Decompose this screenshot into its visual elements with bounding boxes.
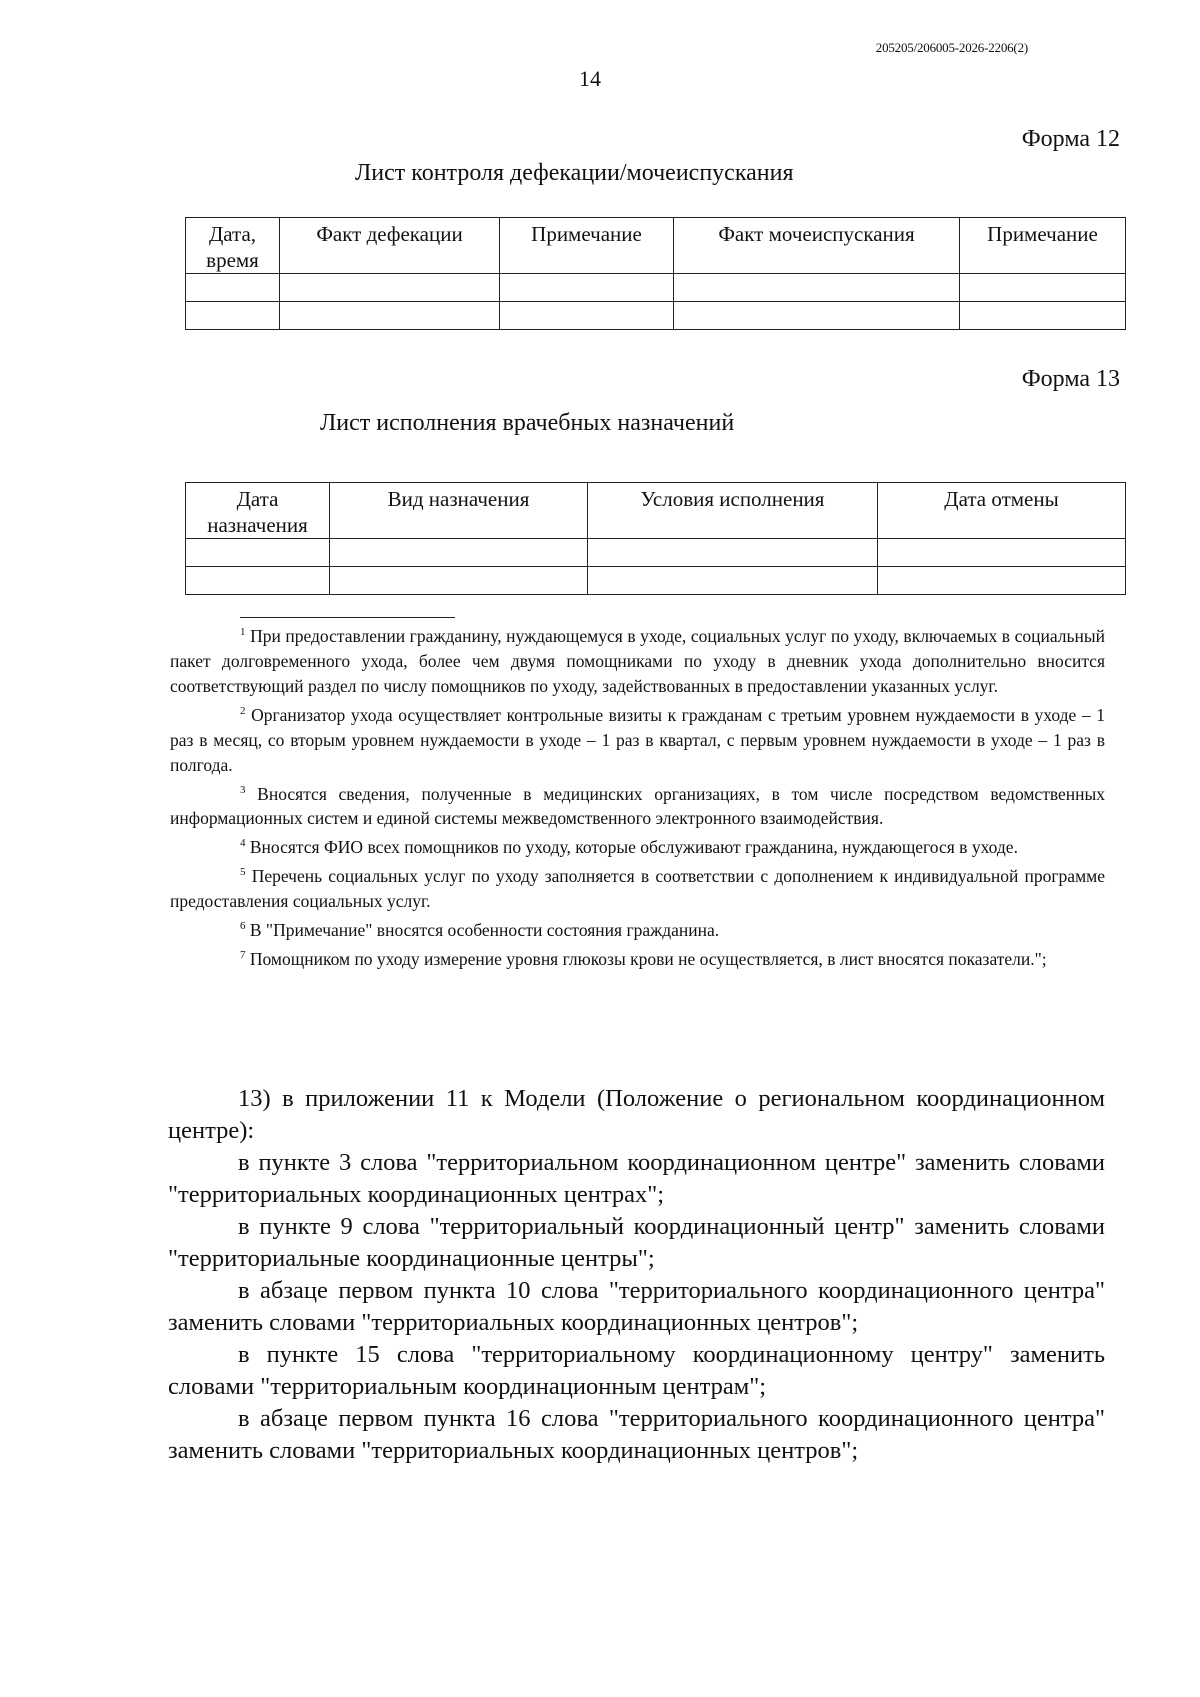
page-number: 14: [579, 66, 601, 91]
footnote-text: В "Примечание" вносятся особенности состояния гражданина.: [249, 919, 720, 940]
column-header: Дата, время: [186, 218, 280, 274]
table-cell: [674, 274, 960, 302]
footnote: [170, 620, 1105, 699]
form12-label: Форма 12: [1021, 126, 1120, 152]
table-header-row: [186, 483, 1126, 539]
table-cell: [330, 539, 588, 567]
table-header-row: [186, 218, 1126, 274]
footnote-number: 3: [240, 783, 246, 796]
body-paragraph: в пункте 9 слова "территориальный координационный центр" заменить словами "территориальные координационные центры";: [168, 1213, 1105, 1272]
footnote-number: 2: [240, 704, 246, 717]
table-cell: [186, 539, 330, 567]
footnote-text: Организатор ухода осуществляет контрольные визиты к гражданам с третьим уровнем нуждаемости в уходе – 1 раз в месяц, со вторым уровнем нуждаемости в уходе – 1 раз в квартал, с первым уровнем нуждаемости в уходе – 1 раз в полгода.: [170, 704, 1105, 775]
body-paragraph: в пункте 3 слова "территориальном координационном центре" заменить словами "территориальных координационных центрах";: [168, 1149, 1105, 1208]
table-row: [186, 302, 1126, 330]
footnote-number: 4: [240, 837, 246, 850]
table-cell: [878, 539, 1126, 567]
footnote-number: 1: [240, 626, 246, 638]
table-row: [186, 539, 1126, 567]
column-header: Дата отмены: [878, 483, 1126, 539]
table-cell: [878, 567, 1126, 595]
column-header: Факт мочеиспускания: [674, 218, 960, 274]
table-cell: [960, 274, 1126, 302]
body-paragraph: 13) в приложении 11 к Модели (Положение о региональном координационном центре):: [168, 1085, 1105, 1144]
column-header: Примечание: [960, 218, 1126, 274]
table-cell: [186, 567, 330, 595]
form12-table: [185, 217, 1126, 330]
column-header: Условия исполнения: [588, 483, 878, 539]
table-cell: [186, 274, 280, 302]
table-cell: [280, 302, 500, 330]
column-header: Вид назначения: [330, 483, 588, 539]
table-cell: [330, 567, 588, 595]
table-cell: [588, 567, 878, 595]
footnote: [170, 778, 1105, 832]
body-text: [168, 1083, 1105, 1467]
form12-title: Лист контроля дефекации/мочеиспускания: [355, 160, 794, 186]
body-paragraph: в пункте 15 слова "территориальному координационному центру" заменить словами "территориальным координационным центрам";: [168, 1341, 1105, 1400]
column-header: Примечание: [500, 218, 674, 274]
footnote-number: 5: [240, 866, 246, 879]
footnote: [170, 699, 1105, 778]
footnote-text: Помощником по уходу измерение уровня глюкозы крови не осуществляется, в лист вносятся показатели.";: [249, 948, 1047, 969]
table-row: [186, 567, 1126, 595]
footnote-number: 6: [240, 920, 246, 933]
footnotes: [170, 620, 1105, 972]
column-header: Факт дефекации: [280, 218, 500, 274]
form13-table: [185, 482, 1126, 595]
table-cell: [186, 302, 280, 330]
footnote: [170, 860, 1105, 914]
footnote: [170, 943, 1105, 972]
table-cell: [960, 302, 1126, 330]
document-number: 205205/206005-2026-2206(2): [875, 40, 1028, 55]
footnote-text: Вносятся сведения, полученные в медицинских организациях, в том числе посредством ведомственных информационных систем и единой системы межведомственного электронного взаимодействия.: [170, 783, 1106, 829]
column-header: Дата назначения: [186, 483, 330, 539]
table-cell: [500, 302, 674, 330]
form13-label: Форма 13: [1021, 366, 1120, 392]
table-cell: [674, 302, 960, 330]
footnote-text: При предоставлении гражданину, нуждающемуся в уходе, социальных услуг по уходу, включаемых в социальный пакет долговременного ухода, более чем двумя помощниками по уходу в дневник ухода дополнительно вносится соответствующий раздел по числу помощников по уходу, задействованных в предоставлении указанных услуг.: [170, 625, 1105, 696]
footnote: [170, 831, 1105, 860]
table-cell: [280, 274, 500, 302]
table-cell: [588, 539, 878, 567]
body-paragraph: в абзаце первом пункта 16 слова "территориального координационного центра" заменить словами "территориальных координационных центров";: [168, 1405, 1105, 1464]
footnote-text: Перечень социальных услуг по уходу заполняется в соответствии с дополнением к индивидуальной программе предоставления социальных услуг.: [170, 866, 1105, 912]
form13-title: Лист исполнения врачебных назначений: [320, 410, 735, 436]
table-cell: [500, 274, 674, 302]
footnote: [170, 914, 1105, 943]
table-row: [186, 274, 1126, 302]
body-paragraph: в абзаце первом пункта 10 слова "территориального координационного центра" заменить словами "территориальных координационных центров";: [168, 1277, 1105, 1336]
footnote-separator: [240, 617, 455, 618]
footnote-text: Вносятся ФИО всех помощников по уходу, которые обслуживают гражданина, нуждающегося в уходе.: [249, 837, 1018, 858]
footnote-number: 7: [240, 948, 246, 961]
